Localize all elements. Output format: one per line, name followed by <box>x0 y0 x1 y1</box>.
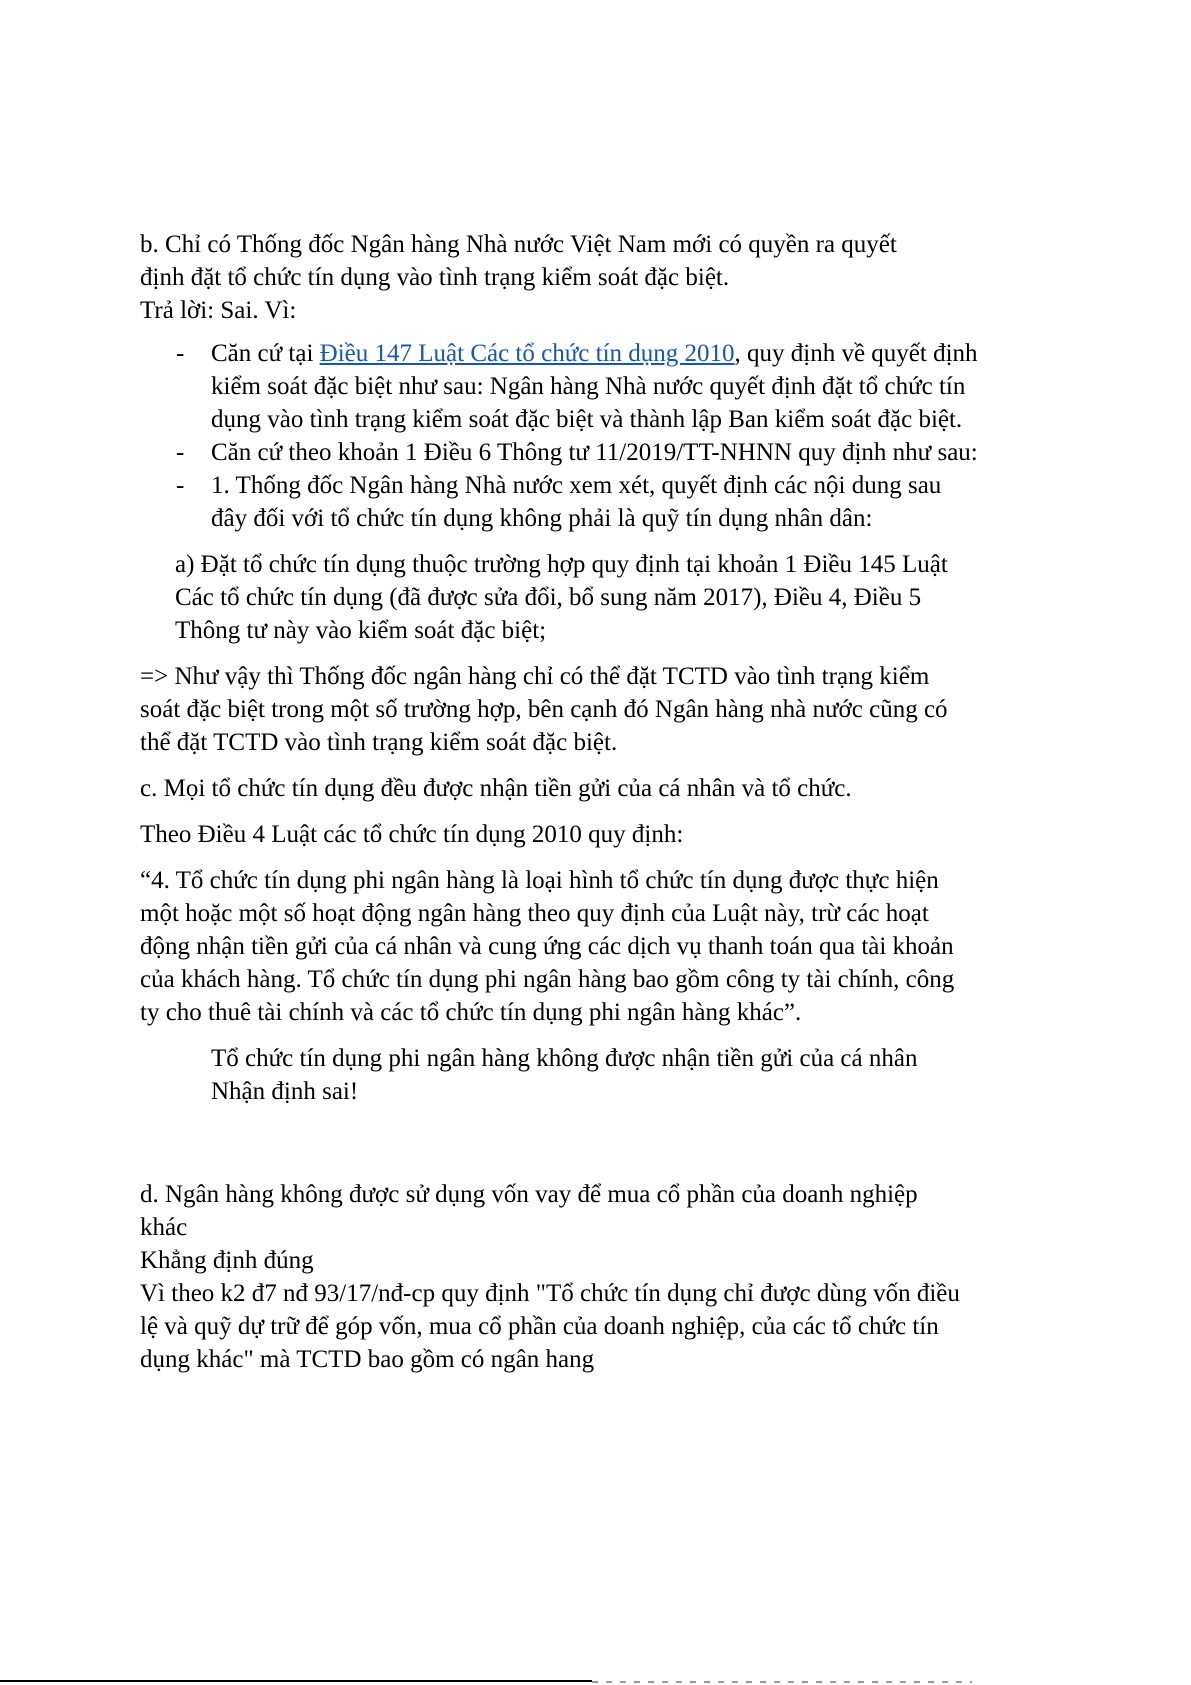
bullet-3-line1: 1. Thống đốc Ngân hàng Nhà nước xem xét, quyết định các nội dung sau <box>211 472 942 499</box>
question-b-line1: b. Chỉ có Thống đốc Ngân hàng Nhà nước Việt Nam mới có quyền ra quyết <box>140 231 897 258</box>
page-bottom-rule <box>0 1680 592 1682</box>
page-bottom-rule-faint <box>592 1681 972 1683</box>
reason-d-line2: lệ và quỹ dự trữ để góp vốn, mua cổ phần của doanh nghiệp, của các tổ chức tín <box>140 1313 939 1340</box>
basis-c: Theo Điều 4 Luật các tổ chức tín dụng 2010 quy định: <box>140 821 684 848</box>
reason-d-line3: dụng khác" mà TCTD bao gồm có ngân hang <box>140 1346 595 1373</box>
result-c-line1: Tổ chức tín dụng phi ngân hàng không được nhận tiền gửi của cá nhân <box>211 1045 918 1072</box>
sub-clause-line1: a) Đặt tổ chức tín dụng thuộc trường hợp quy định tại khoản 1 Điều 145 Luật <box>175 551 948 578</box>
document-page <box>140 228 1060 1376</box>
bullet-1-line2: kiểm soát đặc biệt như sau: Ngân hàng Nhà nước quyết định đặt tổ chức tín <box>211 373 966 400</box>
bullet-item-1 <box>140 337 1060 436</box>
quote-c <box>140 864 1060 1029</box>
sub-clause-a <box>140 548 1060 647</box>
quote-line3: động nhận tiền gửi của cá nhân và cung ứng các dịch vụ thanh toán qua tài khoản <box>140 933 954 960</box>
result-c <box>140 1042 1060 1108</box>
question-d-line1: d. Ngân hàng không được sử dụng vốn vay để mua cổ phần của doanh nghiệp <box>140 1181 918 1208</box>
conclusion-b <box>140 660 1060 759</box>
quote-line4: của khách hàng. Tổ chức tín dụng phi ngân hàng bao gồm công ty tài chính, công <box>140 966 955 993</box>
reason-d-line1: Vì theo k2 đ7 nđ 93/17/nđ-cp quy định "Tổ chức tín dụng chỉ được dùng vốn điều <box>140 1280 960 1307</box>
question-c: c. Mọi tổ chức tín dụng đều được nhận tiền gửi của cá nhân và tổ chức. <box>140 775 852 802</box>
bullet-item-3 <box>140 469 1060 535</box>
bullet-item-2 <box>140 436 1060 469</box>
conclusion-line3: thể đặt TCTD vào tình trạng kiểm soát đặc biệt. <box>140 729 618 756</box>
verdict-d: Khẳng định đúng <box>140 1247 314 1274</box>
bullet-dash: - <box>176 439 185 466</box>
question-b-line2: định đặt tổ chức tín dụng vào tình trạng kiểm soát đặc biệt. <box>140 264 730 291</box>
bullet-dash: - <box>176 472 185 499</box>
bullet-1-prefix: Căn cứ tại <box>211 340 320 367</box>
bullet-dash: - <box>176 340 185 367</box>
bullet-3-line2: đây đối với tổ chức tín dụng không phải là quỹ tín dụng nhân dân: <box>211 505 873 532</box>
conclusion-line2: soát đặc biệt trong một số trường hợp, bên cạnh đó Ngân hàng nhà nước cũng có <box>140 696 948 723</box>
answer-b: Trả lời: Sai. Vì: <box>140 297 297 324</box>
quote-line2: một hoặc một số hoạt động ngân hàng theo quy định của Luật này, trừ các hoạt <box>140 900 929 927</box>
result-c-line2: Nhận định sai! <box>211 1078 359 1105</box>
conclusion-line1: => Như vậy thì Thống đốc ngân hàng chỉ có thể đặt TCTD vào tình trạng kiểm <box>140 663 930 690</box>
quote-line1: “4. Tổ chức tín dụng phi ngân hàng là loại hình tổ chức tín dụng được thực hiện <box>140 867 939 894</box>
bullet-2-line1: Căn cứ theo khoản 1 Điều 6 Thông tư 11/2019/TT-NHNN quy định như sau: <box>211 439 978 466</box>
sub-clause-line3: Thông tư này vào kiểm soát đặc biệt; <box>175 617 547 644</box>
question-d-line2: khác <box>140 1214 188 1241</box>
bullet-1-line3: dụng vào tình trạng kiểm soát đặc biệt và thành lập Ban kiểm soát đặc biệt. <box>211 406 963 433</box>
bullet-list-b <box>140 337 1060 535</box>
bullet-1-suffix: , quy định về quyết định <box>734 340 978 367</box>
sub-clause-line2: Các tổ chức tín dụng (đã được sửa đổi, bổ sung năm 2017), Điều 4, Điều 5 <box>175 584 922 611</box>
law-article-147-link[interactable]: Điều 147 Luật Các tổ chức tín dụng 2010 <box>319 340 735 367</box>
quote-line5: ty cho thuê tài chính và các tổ chức tín dụng phi ngân hàng khác”. <box>140 999 802 1026</box>
